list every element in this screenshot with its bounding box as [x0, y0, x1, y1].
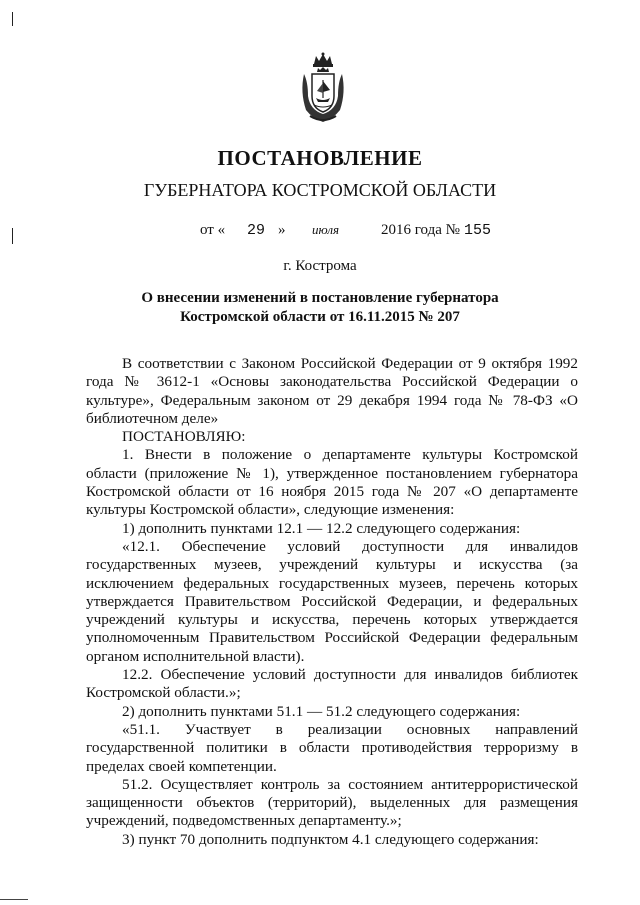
paragraph-51-2: 51.2. Осуществляет контроль за состоянием антитеррористической защищенности объектов (территорий), выделенных для размещения учреждений, подведомственных департаменту.»;	[86, 775, 578, 830]
date-prefix: от «	[200, 222, 226, 238]
scan-mark	[12, 12, 13, 26]
paragraph-12-1: «12.1. Обеспечение условий доступности для инвалидов государственных музеев, учреждений культуры и искусства (за исключением федеральных государственных музеев, перечень которых утверждается Правительством Российской Федерации, и федеральных учреждений культуры и искусства, перечень которых утверждается уполномоченным Правительством Российской Федерации федеральным органом исполнительной власти).	[86, 537, 578, 665]
date-quote-close: »	[278, 222, 286, 238]
document-body	[86, 355, 578, 849]
date-day: 29	[247, 222, 266, 239]
paragraph-subitem-3: 3) пункт 70 дополнить подпунктом 4.1 следующего содержания:	[122, 830, 539, 848]
document-title: ПОСТАНОВЛЕНИЕ	[217, 146, 423, 170]
paragraph-item-1: 1. Внести в положение о департаменте культуры Костромской области (приложение № 1), утвержденное постановлением губернатора Костромской области от 16 ноября 2015 года № 207 «О департаменте культуры Костромской области», следующие изменения:	[86, 446, 578, 519]
date-month: июля	[312, 222, 340, 237]
paragraph-subitem-1: 1) дополнить пунктами 12.1 — 12.2 следующего содержания:	[122, 519, 521, 537]
heading-line-1: О внесении изменений в постановление губернатора	[141, 290, 499, 306]
city-line: г. Кострома	[283, 258, 357, 274]
heading-line-2: Костромской области от 16.11.2015 № 207	[180, 309, 460, 325]
scan-mark	[0, 899, 28, 900]
paragraph-12-2: 12.2. Обеспечение условий доступности для инвалидов библиотек Костромской области.»;	[86, 666, 578, 702]
date-line	[200, 222, 520, 242]
paragraph-subitem-2: 2) дополнить пунктами 51.1 — 51.2 следующего содержания:	[122, 702, 521, 720]
paragraph-preamble: В соответствии с Законом Российской Федерации от 9 октября 1992 года № 3612-1 «Основы законодательства Российской Федерации о культуре», Федеральным законом от 29 декабря 1994 года № 78-ФЗ «О библиотечном деле»	[86, 355, 578, 427]
date-year: 2016 года №	[381, 222, 460, 238]
document-heading	[0, 289, 640, 327]
document-number: 155	[464, 222, 492, 239]
paragraph-resolve: ПОСТАНОВЛЯЮ:	[122, 428, 246, 446]
scan-mark	[12, 228, 13, 244]
document-subtitle: ГУБЕРНАТОРА КОСТРОМСКОЙ ОБЛАСТИ	[143, 180, 497, 200]
coat-of-arms-emblem	[298, 52, 348, 124]
paragraph-51-1: «51.1. Участвует в реализации основных направлений государственной политики в области противодействия терроризму в пределах своей компетенции.	[86, 720, 578, 775]
